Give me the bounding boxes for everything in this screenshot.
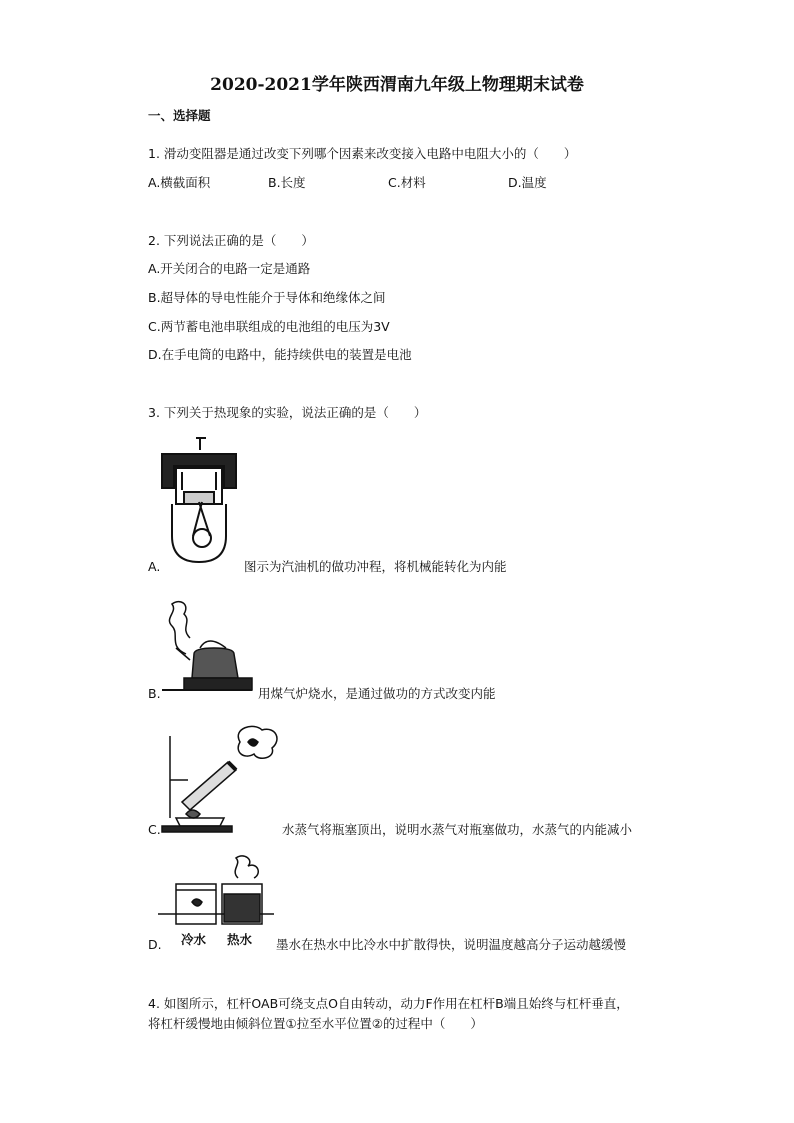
- kettle-stove-figure: [160, 594, 256, 698]
- question-4-stem-line-1: 4. 如图所示，杠杆OAB可绕支点O自由转动，动力F作用在杠杆B端且始终与杠杆垂直，: [148, 996, 629, 1011]
- cold-water-label: 冷水: [181, 932, 207, 947]
- question-3-option-b-text: 用煤气炉烧水，是通过做功的方式改变内能: [258, 686, 496, 701]
- hot-water-label: 热水: [227, 932, 253, 947]
- question-2-option-c: C.两节蓄电池串联组成的电池组的电压为3V: [148, 319, 390, 334]
- question-2-stem: 2. 下列说法正确的是（ ）: [148, 233, 314, 248]
- question-1-option-d: D.温度: [508, 175, 547, 190]
- test-tube-stopper-figure: [158, 722, 282, 834]
- question-1-option-b: B.长度: [268, 175, 306, 190]
- question-3-option-c-text: 水蒸气将瓶塞顶出，说明水蒸气对瓶塞做功，水蒸气的内能减小: [282, 822, 633, 837]
- section-heading: 一、选择题: [148, 108, 211, 123]
- gasoline-engine-figure: [158, 436, 240, 568]
- question-3-option-c-letter: C.: [148, 822, 161, 837]
- question-3-option-a-letter: A.: [148, 559, 161, 574]
- question-2-option-d: D.在手电筒的电路中，能持续供电的装置是电池: [148, 347, 412, 362]
- question-4-stem-line-2: 将杠杆缓慢地由倾斜位置①拉至水平位置②的过程中（ ）: [148, 1016, 483, 1031]
- question-3-option-d-letter: D.: [148, 937, 162, 952]
- page-title: 2020-2021学年陕西渭南九年级上物理期末试卷: [210, 75, 584, 95]
- question-1-option-c: C.材料: [388, 175, 426, 190]
- question-3-option-d-text: 墨水在热水中比冷水中扩散得快，说明温度越高分子运动越缓慢: [276, 937, 627, 952]
- question-2-option-b: B.超导体的导电性能介于导体和绝缘体之间: [148, 290, 386, 305]
- question-3-stem: 3. 下列关于热现象的实验，说法正确的是（ ）: [148, 405, 427, 420]
- beakers-diffusion-figure: [158, 850, 274, 930]
- question-3-option-b-letter: B.: [148, 686, 161, 701]
- question-1-stem: 1. 滑动变阻器是通过改变下列哪个因素来改变接入电路中电阻大小的（ ）: [148, 146, 577, 161]
- question-1-option-a: A.横截面积: [148, 175, 211, 190]
- question-3-option-a-text: 图示为汽油机的做功冲程，将机械能转化为内能: [244, 559, 507, 574]
- question-2-option-a: A.开关闭合的电路一定是通路: [148, 261, 311, 276]
